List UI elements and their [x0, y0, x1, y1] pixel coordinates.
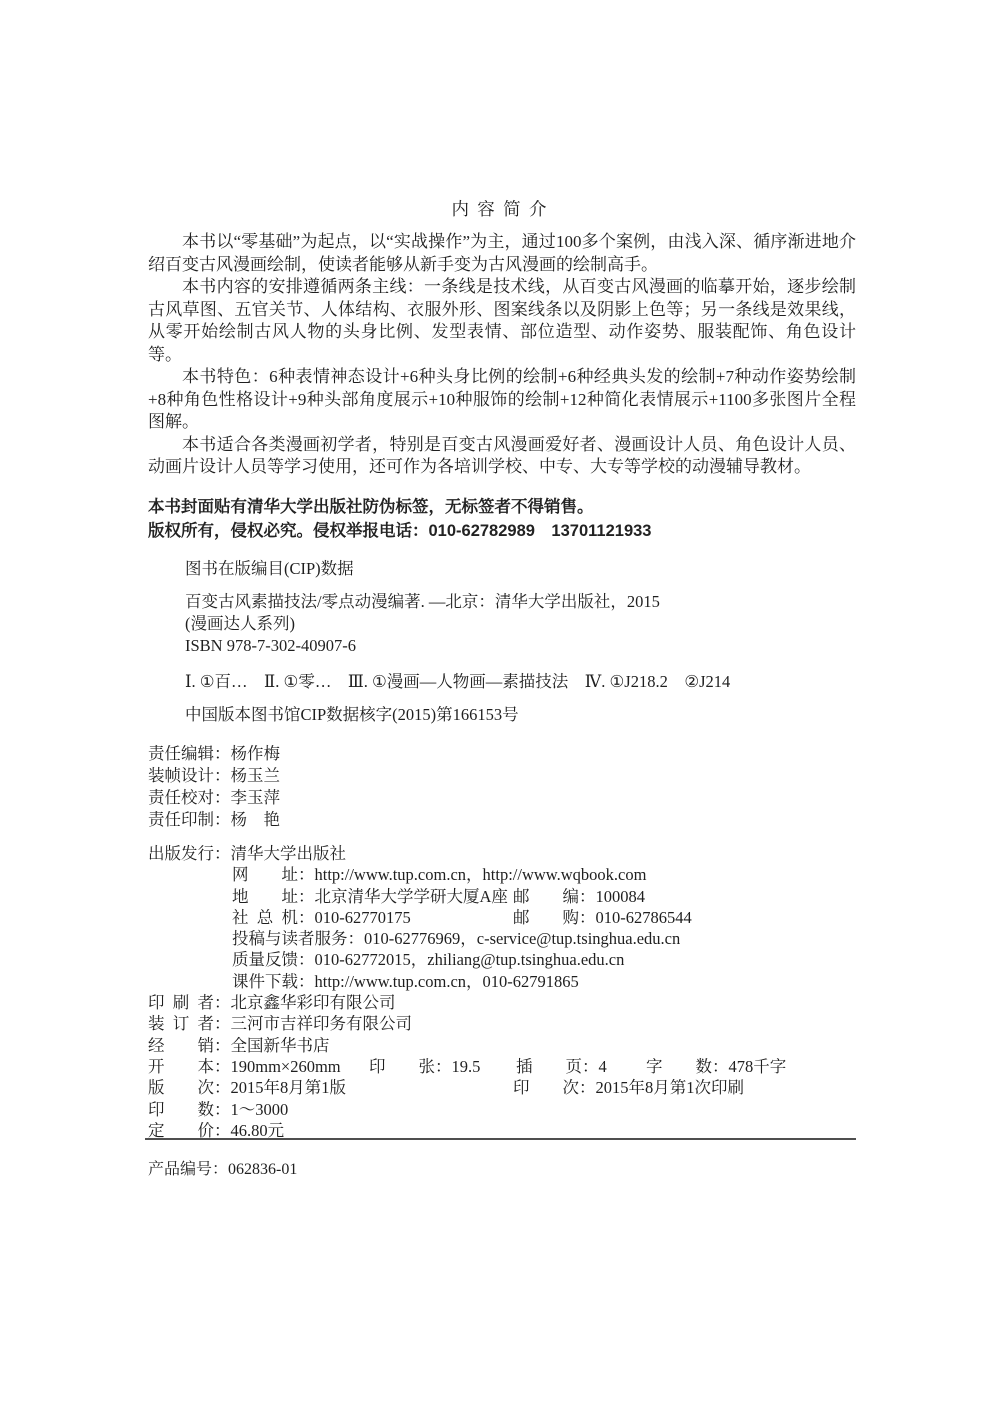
colophon-label: 邮 购：: [513, 907, 596, 927]
colophon-value: 全国新华书店: [230, 1035, 330, 1055]
colophon-label: 经 销：: [148, 1035, 231, 1055]
colophon-row-format: [148, 1056, 878, 1077]
colophon-label: 印 数：: [148, 1099, 231, 1119]
colophon-label: 社 总 机：: [232, 907, 315, 927]
staff-label: 责任校对：: [148, 788, 231, 807]
cip-title-line: 百变古风素描技法/零点动漫编著. —北京：清华大学出版社，2015: [185, 592, 660, 611]
colophon-value: 北京鑫华彩印有限公司: [230, 993, 396, 1013]
colophon-wordcount-pair: [646, 1056, 786, 1077]
colophon-label: 印 刷 者：: [148, 993, 231, 1013]
colophon-row-switchboard: [148, 907, 878, 928]
staff-row-editor: [148, 743, 280, 765]
colophon-value: 三河市吉祥印务有限公司: [230, 1014, 412, 1034]
colophon-impression-pair: [513, 1077, 744, 1098]
cip-isbn-line: ISBN 978-7-302-40907-6: [185, 636, 356, 655]
bottom-divider: [145, 1138, 856, 1140]
cip-record-number: 中国版本图书馆CIP数据核字(2015)第166153号: [185, 705, 519, 724]
colophon-value: 1～3000: [230, 1099, 289, 1119]
colophon-value: 478千字: [728, 1056, 787, 1076]
content-summary: [148, 231, 856, 479]
colophon-right-pair: [513, 886, 645, 907]
colophon-value: 19.5: [451, 1056, 481, 1076]
colophon-value: 190mm×260mm: [230, 1056, 341, 1076]
staff-value: 杨玉兰: [230, 766, 280, 785]
staff-value: 杨 艳: [230, 810, 280, 829]
colophon-label: 邮 编：: [513, 886, 596, 906]
colophon-label: 网 址：: [232, 865, 315, 885]
copyright-notice: [148, 496, 878, 543]
colophon-row-courseware: [148, 971, 878, 992]
colophon-label: 开 本：: [148, 1056, 231, 1076]
summary-paragraph-2: 本书内容的安排遵循两条主线：一条线是技术线，从百变古风漫画的临摹开始，逐步绘制古风草图、五官关节、人体结构、衣服外形、图案线条以及阴影上色等；另一条线是效果线，从零开始绘制古风人物的头身比例、发型表情、部位造型、动作姿势、服装配饰、角色设计等。: [148, 277, 856, 364]
colophon-label: 插 页：: [516, 1056, 599, 1076]
staff-label: 责任印制：: [148, 810, 231, 829]
colophon-row-printer: [148, 992, 878, 1013]
summary-paragraph-1: 本书以“零基础”为起点，以“实战操作”为主，通过100多个案例，由浅入深、循序渐进地介绍百变古风漫画绘制，使读者能够从新手变为古风漫画的绘制高手。: [148, 232, 856, 274]
rights-warning-line: 版权所有，侵权必究。侵权举报电话：010-62782989 13701121933: [148, 521, 652, 540]
staff-credits: [148, 743, 280, 831]
colophon-value: 2015年8月第1次印刷: [595, 1078, 744, 1098]
staff-label: 装帧设计：: [148, 766, 231, 785]
colophon-value: 010-62776969，c-service@tup.tsinghua.edu.cn: [364, 929, 681, 949]
colophon-row-quality-feedback: [148, 949, 878, 970]
cip-series-line: (漫画达人系列): [185, 614, 295, 633]
staff-row-printing: [148, 809, 280, 831]
colophon-row-reader-service: [148, 928, 878, 949]
anti-counterfeit-line: 本书封面贴有清华大学出版社防伪标签，无标签者不得销售。: [148, 498, 594, 516]
staff-value: 杨作梅: [230, 744, 280, 763]
colophon-row-edition: [148, 1077, 878, 1098]
colophon-row-distributor: [148, 1035, 878, 1056]
product-number-value: 062836-01: [228, 1161, 298, 1178]
colophon-label: 出版发行：: [148, 844, 231, 863]
colophon-label: 地 址：: [232, 886, 315, 906]
colophon-label: 质量反馈：: [232, 950, 315, 970]
colophon-value: 010-62770175: [314, 907, 411, 927]
colophon-value: 清华大学出版社: [230, 844, 346, 863]
colophon-label: 定 价：: [148, 1120, 231, 1140]
colophon-label: 印 张：: [369, 1056, 452, 1076]
colophon-value: 010-62772015，zhiliang@tup.tsinghua.edu.cn: [314, 950, 625, 970]
colophon-value: 2015年8月第1版: [230, 1078, 346, 1098]
staff-label: 责任编辑：: [148, 744, 231, 763]
colophon-value: 北京清华大学学研大厦A座: [314, 886, 508, 906]
colophon-value: 010-62786544: [595, 907, 692, 927]
summary-paragraph-4: 本书适合各类漫画初学者，特别是百变古风漫画爱好者、漫画设计人员、角色设计人员、动画片设计人员等学习使用，还可作为各培训学校、中专、大专等学校的动漫辅导教材。: [148, 434, 856, 476]
cip-classification-line: Ⅰ. ①百… Ⅱ. ①零… Ⅲ. ①漫画—人物画—素描技法 Ⅳ. ①J218.2 ②J214: [185, 672, 731, 691]
colophon-row-print-run: [148, 1099, 878, 1120]
colophon-label: 装 订 者：: [148, 1014, 231, 1034]
colophon-label: 课件下载：: [232, 971, 315, 991]
colophon-value: http://www.tup.com.cn，http://www.wqbook.com: [314, 865, 647, 885]
publishing-colophon: [148, 843, 878, 1141]
staff-row-designer: [148, 765, 280, 787]
staff-row-proofreader: [148, 787, 280, 809]
cip-data-block: [185, 591, 660, 657]
staff-value: 李玉萍: [230, 788, 280, 807]
colophon-value: 46.80元: [230, 1120, 285, 1140]
colophon-value: 100084: [595, 886, 645, 906]
colophon-row-publisher: [148, 843, 878, 864]
colophon-row-binder: [148, 1013, 878, 1034]
colophon-label: 投稿与读者服务：: [232, 929, 364, 949]
colophon-value: http://www.tup.com.cn，010-62791865: [314, 971, 579, 991]
colophon-label: 字 数：: [646, 1056, 729, 1076]
colophon-label: 版 次：: [148, 1078, 231, 1098]
colophon-row-address: [148, 886, 878, 907]
product-number: [148, 1156, 297, 1179]
colophon-inserts-pair: [516, 1056, 607, 1077]
colophon-value: 4: [598, 1056, 607, 1076]
colophon-sheets-pair: [369, 1056, 480, 1077]
product-number-label: 产品编号：: [148, 1161, 229, 1178]
cip-header: 图书在版编目(CIP)数据: [185, 559, 354, 578]
colophon-label: 印 次：: [513, 1078, 596, 1098]
colophon-row-website: [148, 864, 878, 885]
colophon-right-pair: [513, 907, 692, 928]
page-title: 内 容 简 介: [451, 199, 549, 219]
summary-paragraph-3: 本书特色：6种表情神态设计+6种头身比例的绘制+6种经典头发的绘制+7种动作姿势绘制+8种角色性格设计+9种头部角度展示+10种服饰的绘制+12种简化表情展示+1100多张图片全程图解。: [148, 367, 856, 431]
